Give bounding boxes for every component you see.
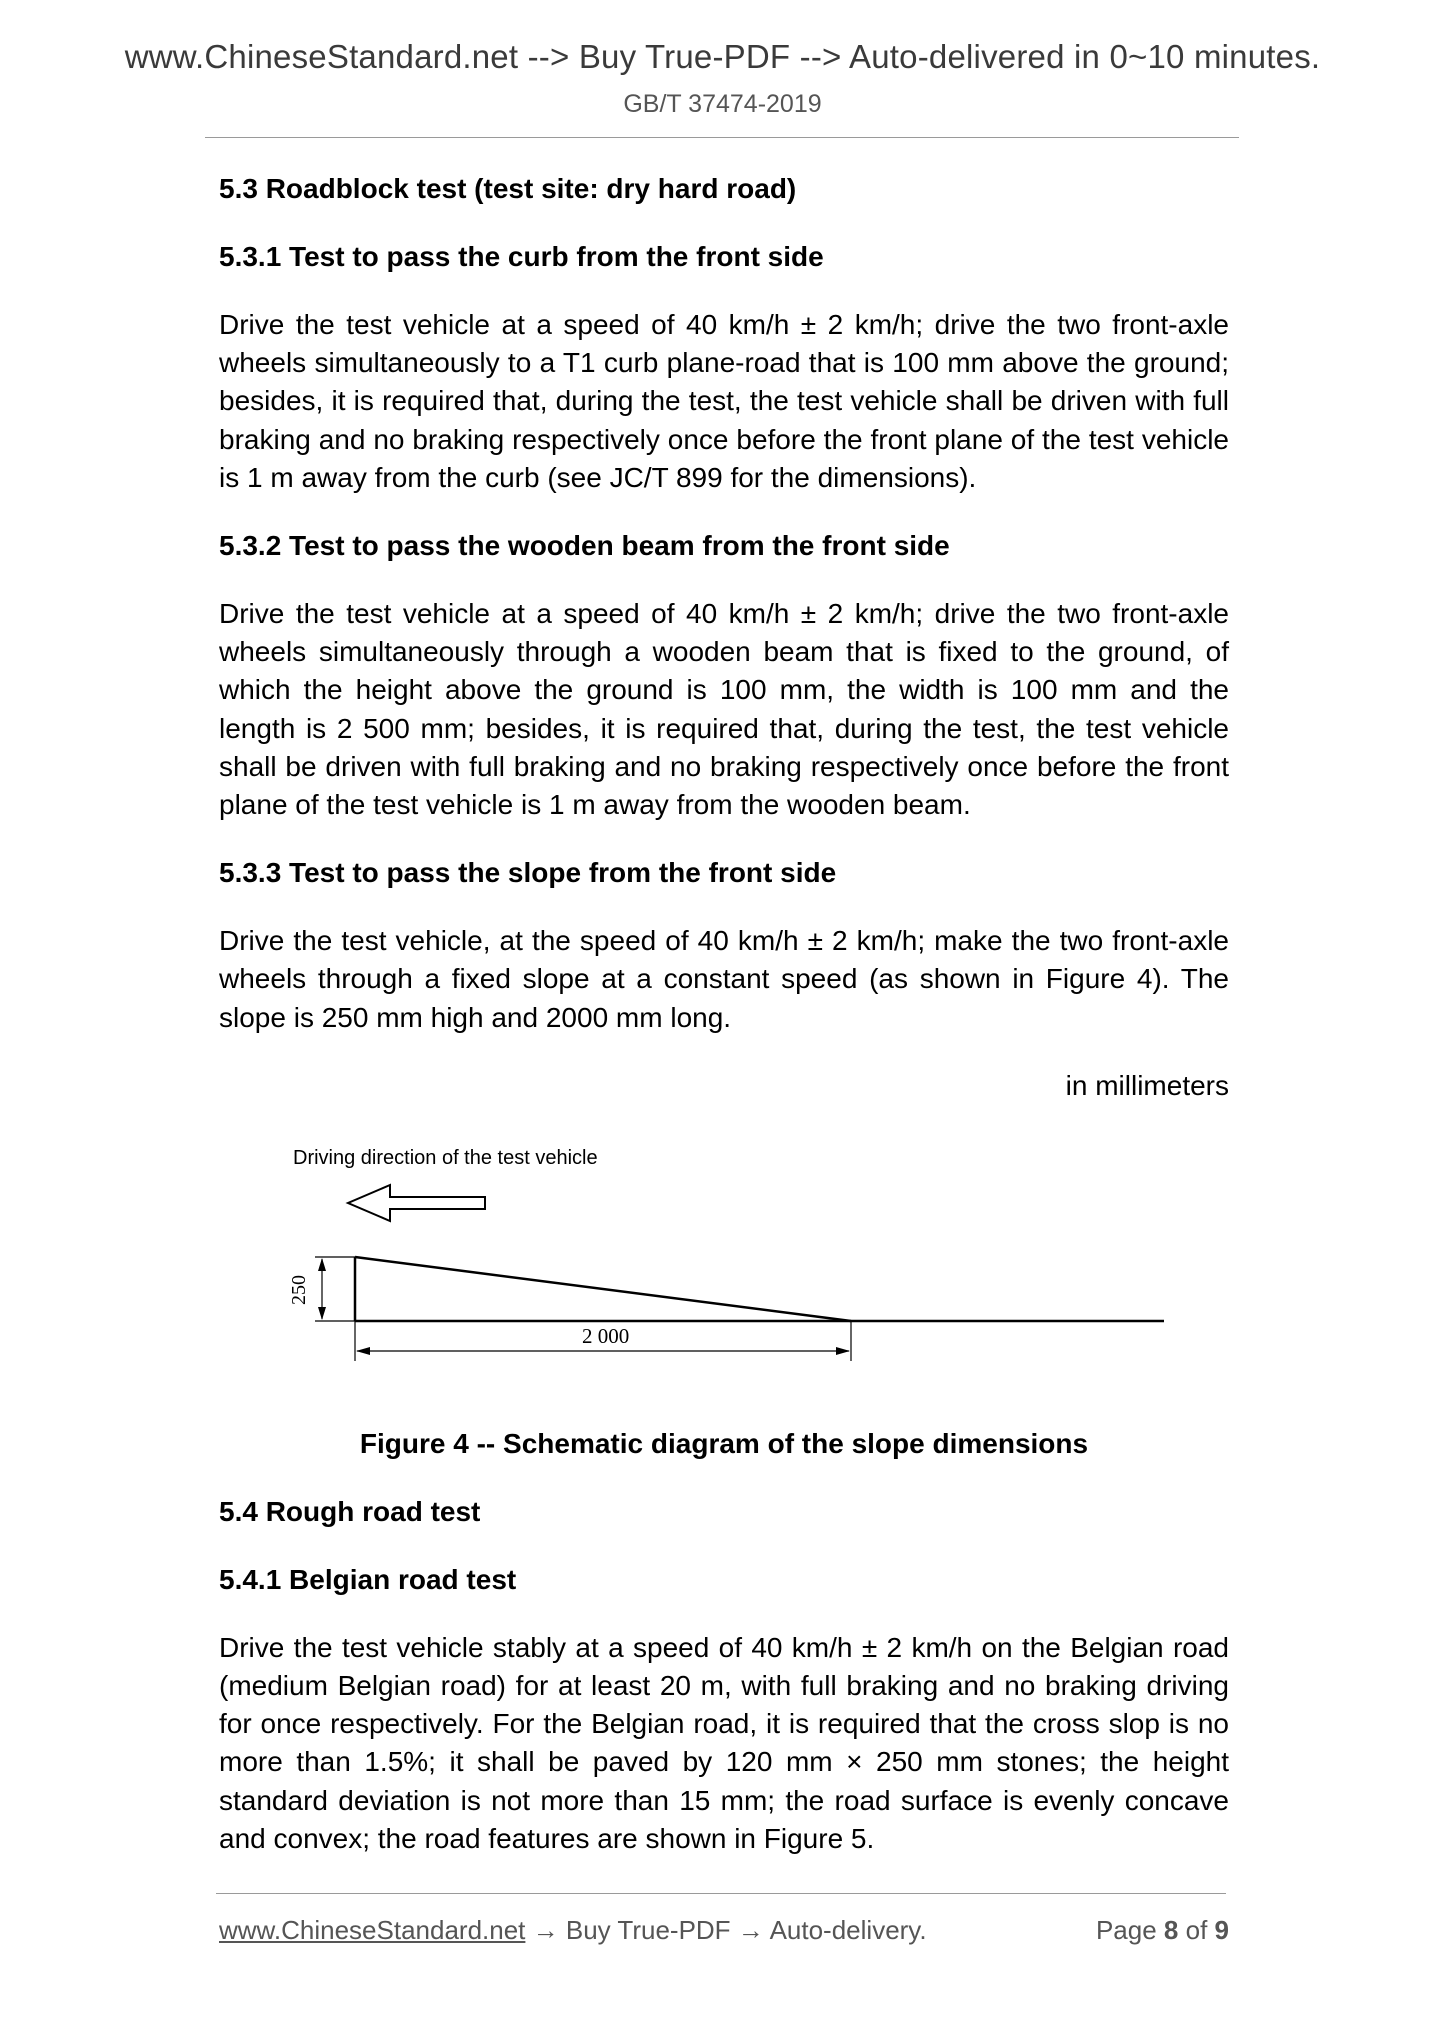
length-arrow-left-icon <box>356 1347 370 1355</box>
length-arrow-right-icon <box>836 1347 850 1355</box>
footer-divider <box>216 1893 1226 1894</box>
section-5-4-1-title: 5.4.1 Belgian road test <box>219 1563 517 1595</box>
section-5-3-title: 5.3 Roadblock test (test site: dry hard road) <box>219 173 797 204</box>
figure-4-caption: Figure 4 -- Schematic diagram of the slope dimensions <box>359 1427 1089 1459</box>
section-5-3-2-title: 5.3.2 Test to pass the wooden beam from the front side <box>219 530 950 562</box>
site-banner: www.ChineseStandard.net --> Buy True-PDF --> Auto-delivered in 0~10 minutes. <box>124 38 1321 75</box>
footer-promo <box>219 1915 927 1946</box>
figure-4-slope-diagram <box>219 1105 1229 1425</box>
document-body <box>219 170 1229 1888</box>
section-5-3-2-body: Drive the test vehicle at a speed of 40 km/h ± 2 km/h; drive the two front-axle wheels simultaneously through a wooden beam that is fixed to the ground, of which the height above the ground is 100 mm, the width is 100 mm and the length is 2 500 mm; besides, it is required that, during the test, the test vehicle shall be driven with full braking and no braking respectively once before the front plane of the test vehicle is 1 m away from the wooden beam. <box>219 598 1229 821</box>
section-5-3-1-body: Drive the test vehicle at a speed of 40 km/h ± 2 km/h; drive the two front-axle wheels simultaneously to a T1 curb plane-road that is 100 mm above the ground; besides, it is required that, during the test, the test vehicle shall be driven with full braking and no braking respectively once before the front plane of the test vehicle is 1 m away from the curb (see JC/T 899 for the dimensions). <box>219 309 1229 493</box>
length-dimension-label: 2 000 <box>582 1323 630 1348</box>
footer-tagline: → Buy True-PDF → Auto-delivery. <box>525 1915 927 1945</box>
standard-code: GB/T 37474-2019 <box>623 90 822 118</box>
unit-note: in millimeters <box>1065 1069 1229 1101</box>
slope-incline-edge <box>355 1257 851 1321</box>
height-arrow-bottom-icon <box>318 1307 326 1320</box>
page-word: Page <box>1095 1915 1157 1945</box>
section-5-4-title: 5.4 Rough road test <box>219 1495 481 1527</box>
slope-diagram-svg <box>219 1105 1229 1425</box>
height-arrow-top-icon <box>318 1258 326 1271</box>
page-total: 9 <box>1214 1915 1229 1945</box>
height-dimension-label: 250 <box>288 1274 310 1305</box>
header-divider <box>205 137 1239 138</box>
section-5-3-3-title: 5.3.3 Test to pass the slope from the front side <box>219 857 837 889</box>
page-current: 8 <box>1163 1915 1179 1945</box>
section-5-3-1-title: 5.3.1 Test to pass the curb from the front side <box>219 241 824 272</box>
driving-direction-arrow-icon <box>348 1185 485 1221</box>
page-number <box>1096 1915 1229 1946</box>
of-word: of <box>1185 1915 1208 1945</box>
footer-site-link[interactable]: www.ChineseStandard.net <box>219 1915 526 1945</box>
section-5-4-1-body: Drive the test vehicle stably at a speed of 40 km/h ± 2 km/h on the Belgian road (medium Belgian road) for at least 20 m, with full braking and no braking driving for once respectively. For the Belgian road, it is required that the cross slop is no more than 1.5%; it shall be paved by 120 mm × 250 mm stones; the height standard deviation is not more than 15 mm; the road surface is evenly concave and convex; the road features are shown in Figure 5. <box>219 1631 1229 1854</box>
driving-direction-label: Driving direction of the test vehicle <box>293 1146 598 1169</box>
section-5-3-3-body: Drive the test vehicle, at the speed of 40 km/h ± 2 km/h; make the two front-axle wheels through a fixed slope at a constant speed (as shown in Figure 4). The slope is 250 mm high and 2000 mm long. <box>219 925 1229 1033</box>
